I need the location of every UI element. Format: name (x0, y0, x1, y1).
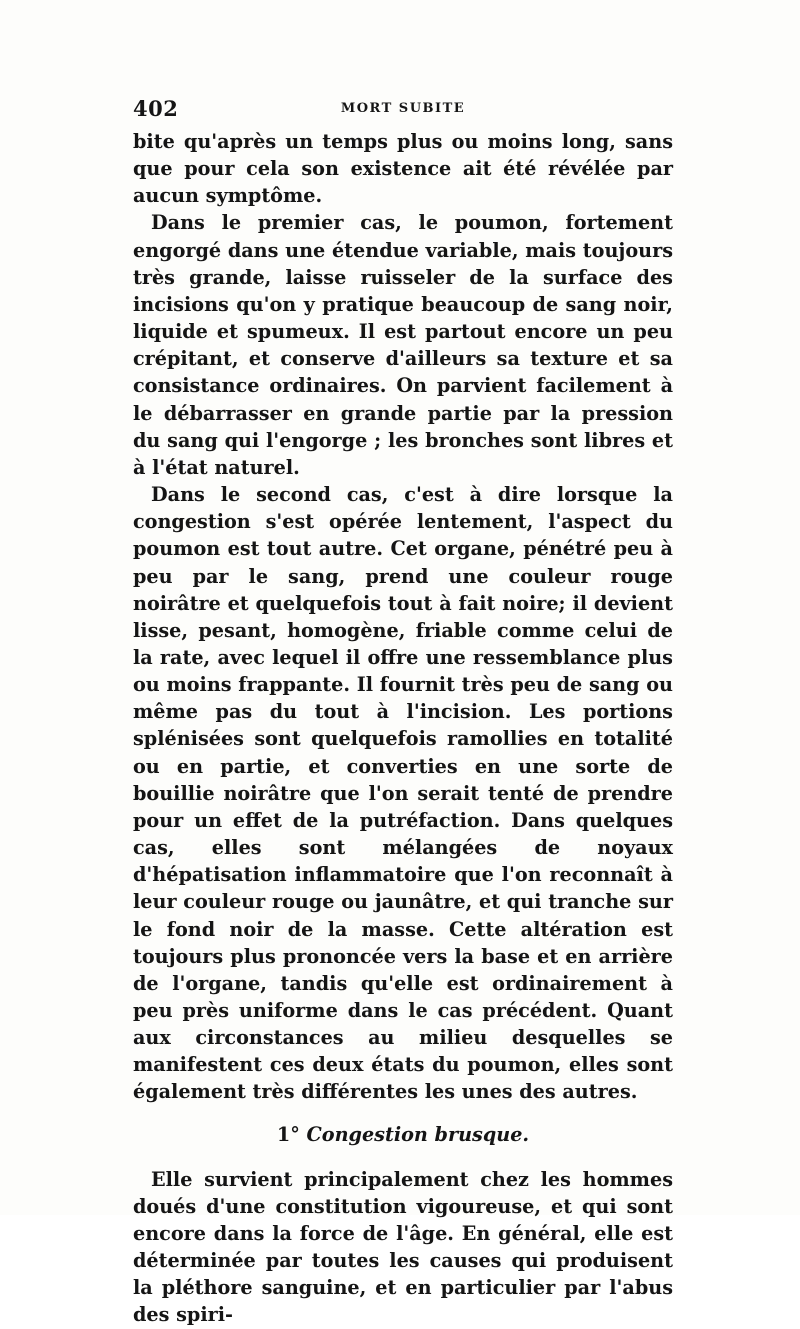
section-number: 1° (276, 1122, 300, 1146)
paragraph-1: bite qu'après un temps plus ou moins long, sans que pour cela son existence ait été révélée par aucun symptôme. (133, 130, 673, 208)
section-heading (133, 1121, 673, 1148)
page-number: 402 (133, 96, 179, 121)
paragraph-3: Dans le second cas, c'est à dire lorsque la congestion s'est opérée lentement, l'aspect du poumon est tout autre. Cet organe, pénétré peu à peu par le sang, prend une couleur rouge noirâtre et quelquefois tout à fait noire; il devient lisse, pesant, homogène, friable comme celui de la rate, avec lequel il offre une ressemblance plus ou moins frappante. Il fournit très peu de sang ou même pas du tout à l'incision. Les portions splénisées sont quelquefois ramollies en totalité ou en partie, et converties en une sorte de bouillie noirâtre que l'on serait tenté de prendre pour un effet de la putréfaction. Dans quelques cas, elles sont mélangées de noyaux d'hépatisation inflammatoire que l'on reconnaît à leur couleur rouge ou jaunâtre, et qui tranche sur le fond noir de la masse. Cette altération est toujours plus prononcée vers la base et en arrière de l'organe, tandis qu'elle est ordinairement à peu près uniforme dans le cas précédent. Quant aux circonstances au milieu desquelles se manifestent ces deux états du poumon, elles sont également très différentes les unes des autres. (133, 483, 673, 1104)
section-title: Congestion brusque. (306, 1122, 530, 1146)
section-paragraph-1: Elle survient principalement chez les hommes doués d'une constitution vigoureuse, et qui sont encore dans la force de l'âge. En général, elle est déterminée par toutes les causes qui produisent la pléthore sanguine, et en particulier par l'abus des spiri- (133, 1167, 673, 1327)
body-text (133, 128, 673, 1329)
page-header (133, 96, 673, 124)
running-head: MORT SUBITE (340, 101, 466, 116)
paragraph-2: Dans le premier cas, le poumon, fortement engorgé dans une étendue variable, mais toujours très grande, laisse ruisseler de la surface des incisions qu'on y pratique beaucoup de sang noir, liquide et spumeux. Il est partout encore un peu crépitant, et conserve d'ailleurs sa texture et sa consistance ordinaires. On parvient facilement à le débarrasser en grande partie par la pression du sang qui l'engorge ; les bronches sont libres et à l'état naturel. (133, 211, 673, 479)
